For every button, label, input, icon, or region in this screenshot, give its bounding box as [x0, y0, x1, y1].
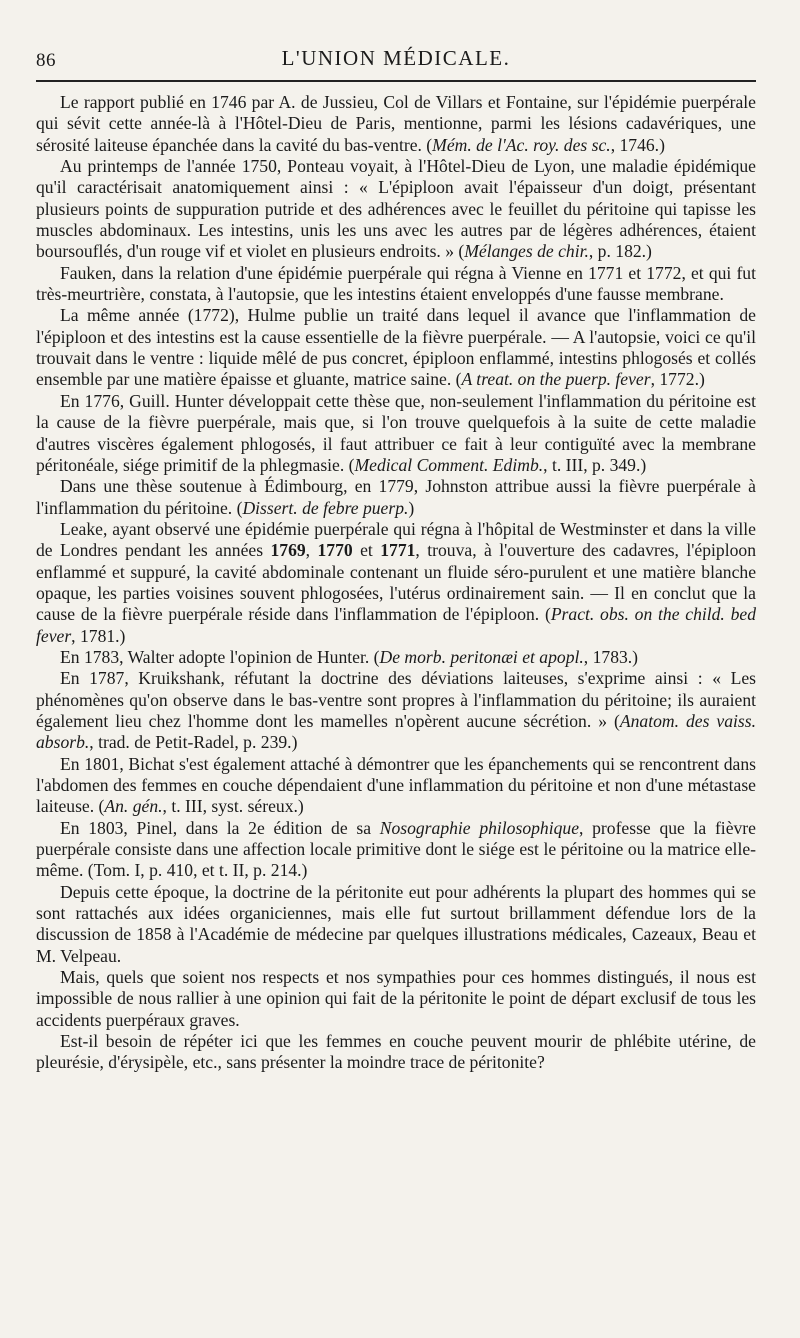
paragraph-text: En 1801, Bichat s'est également attaché à démontrer que les épanchements qui se rencontrent dans l'abdomen des femmes en couche dépendaient d'une inflammation du péritoine et non d'une métastase laiteuse. ( — [36, 753, 756, 817]
paragraph-text: En 1783, Walter adopte l'opinion de Hunter. ( — [60, 646, 380, 667]
paragraph-text: ) — [408, 497, 415, 518]
paragraph-text: Leake, ayant observé une épidémie puerpérale qui régna à l'hôpital de Westminster et dans la ville de Londres pendant les années — [36, 518, 756, 561]
paragraph-text: , t. III, syst. séreux.) — [162, 796, 304, 817]
paragraph-text: Le rapport publié en 1746 par A. de Jussieu, Col de Villars et Fontaine, sur l'épidémie puerpérale qui sévit cette année-là à l'Hôtel-Dieu de Paris, mentionne, parmi les lésions cadavériques, une sérosité laiteuse épanchée dans la cavité du bas-ventre. ( — [36, 92, 756, 155]
running-title: L'UNION MÉDICALE. — [281, 46, 511, 70]
paragraph-text: En 1803, Pinel, dans la 2e édition de sa — [60, 817, 380, 838]
citation-text: Pract. obs. on the child. bed fever — [36, 604, 756, 646]
paragraph-text: , trouva, à l'ouverture des cadavres, l'épiploon enflammé et suppuré, la cavité abdominale contenant un fluide séro-purulent et une matière blanche opaque, les parties voisines souvent phlogosées, l'utérus ordinairement sain. — Il en conclut que la cause de la fièvre puerpérale réside dans l'inflammation de l'épiploon. ( — [36, 540, 756, 625]
paragraph — [36, 647, 756, 668]
paragraph — [36, 92, 756, 156]
page-number: 86 — [36, 50, 56, 71]
paragraph-text: , trad. de Petit-Radel, p. 239.) — [89, 732, 298, 753]
paragraph — [36, 305, 756, 390]
citation-text: An. gén. — [104, 796, 163, 817]
paragraph-text: En 1787, Kruikshank, réfutant la doctrine des déviations laiteuses, s'exprime ainsi : « Les phénomènes qu'on observe dans le bas-ventre sont propres à l'inflammation du péritoine; ils auraient également lieu chez l'homme dont les mamelles n'opèrent aucune sécrétion. » ( — [36, 668, 756, 731]
citation-text: Medical Comment. Edimb. — [354, 454, 544, 475]
paragraph — [36, 754, 756, 818]
citation-text: Anatom. des vaiss. absorb. — [36, 710, 757, 753]
paragraph-text: Dans une thèse soutenue à Édimbourg, en 1779, Johnston attribue aussi la fièvre puerpérale à l'inflammation du péritoine. ( — [36, 476, 756, 518]
header-rule — [36, 80, 756, 82]
paragraph — [36, 391, 756, 476]
paragraph-text: , 1746.) — [610, 134, 665, 155]
paragraph-text: , 1772.) — [650, 369, 705, 390]
paragraph-text: , 1781.) — [71, 625, 126, 646]
paragraph — [36, 263, 756, 306]
body-text — [36, 92, 756, 1074]
paragraph-text: Depuis cette époque, la doctrine de la péritonite eut pour adhérents la plupart des hommes qui se sont rattachés aux idées organiciennes, mais elle fut surtout brillamment défendue lors de la discussion de 1858 à l'Académie de médecine par quelques illustrations médicales, Cazeaux, Beau et M. Velpeau. — [36, 881, 756, 966]
emphasized-year: 1769 — [270, 540, 306, 561]
paragraph — [36, 519, 756, 647]
paragraph-text: et — [352, 540, 381, 561]
paragraph-text: , p. 182.) — [588, 241, 652, 262]
paragraph — [36, 1031, 756, 1074]
citation-text: Dissert. de febre puerp. — [242, 497, 409, 518]
paragraph-text: , — [305, 540, 318, 561]
paragraph — [36, 818, 756, 882]
paragraph-text: Est-il besoin de répéter ici que les femmes en couche peuvent mourir de phlébite utérine, de pleurésie, d'érysipèle, etc., sans présenter la moindre trace de péritonite? — [36, 1031, 756, 1073]
paragraph-text: Mais, quels que soient nos respects et nos sympathies pour ces hommes distingués, il nous est impossible de nous rallier à une opinion qui fait de la péritonite le point de départ exclusif de tous les accidents puerpéraux graves. — [36, 967, 756, 1030]
paragraph-text: , t. III, p. 349.) — [543, 454, 647, 475]
paragraph — [36, 882, 756, 967]
paragraph — [36, 156, 756, 263]
page-header — [36, 40, 756, 76]
citation-text: Nosographie philosophique — [379, 817, 580, 838]
citation-text: De morb. peritonæi et apopl. — [379, 646, 584, 667]
paragraph-text: , 1783.) — [583, 646, 639, 667]
paragraph — [36, 967, 756, 1031]
emphasized-year: 1771 — [380, 540, 416, 561]
citation-text: A treat. on the puerp. fever — [461, 369, 651, 390]
paragraph — [36, 476, 756, 519]
emphasized-year: 1770 — [317, 540, 353, 561]
paragraph-text: Au printemps de l'année 1750, Ponteau voyait, à l'Hôtel-Dieu de Lyon, une maladie épidémique qu'il caractérisait anatomiquement ainsi : « L'épiploon avait l'épaisseur d'un doigt, présentant plusieurs points de suppuration putride et des adhérences avec le feuillet du péritoine qui tapisse les muscles abdominaux. Les intestins, unis les uns avec les autres par de légères adhérences, étaient boursouflés, d'un rouge vif et violet en plusieurs endroits. » ( — [36, 156, 756, 262]
paragraph-text: , professe que la fièvre puerpérale consiste dans une affection locale primitive dont le siége est le péritoine ou la matrice elle-même. (Tom. I, p. 410, et t. II, p. 214.) — [36, 817, 756, 881]
paragraph-text: Fauken, dans la relation d'une épidémie puerpérale qui régna à Vienne en 1771 et 1772, et qui fut très-meurtrière, constata, à l'autopsie, que les intestins étaient enveloppés d'une fausse membrane. — [36, 262, 756, 305]
paragraph-text: La même année (1772), Hulme publie un traité dans lequel il avance que l'inflammation de l'épiploon et des intestins est la cause essentielle de la fièvre puerpérale. — A l'autopsie, voici ce qu'il trouvait dans le ventre : liquide mêlé de pus concret, épiploon enflammé, intestins phlogosés et collés ensemble par une matière épaisse et gluante, matrice saine. ( — [36, 305, 756, 390]
paragraph-text: En 1776, Guill. Hunter développait cette thèse que, non-seulement l'inflammation du péritoine est la cause de la fièvre puerpérale, mais que, si l'on trouve quelquefois à la suite de cette maladie d'autres viscères également phlogosés, il faut attribuer ce fait à leur contiguïté avec la membrane péritonéale, siége primitif de la phlegmasie. ( — [36, 390, 756, 475]
citation-text: Mélanges de chir. — [464, 241, 589, 262]
citation-text: Mém. de l'Ac. roy. des sc. — [432, 134, 611, 155]
paragraph — [36, 668, 756, 753]
